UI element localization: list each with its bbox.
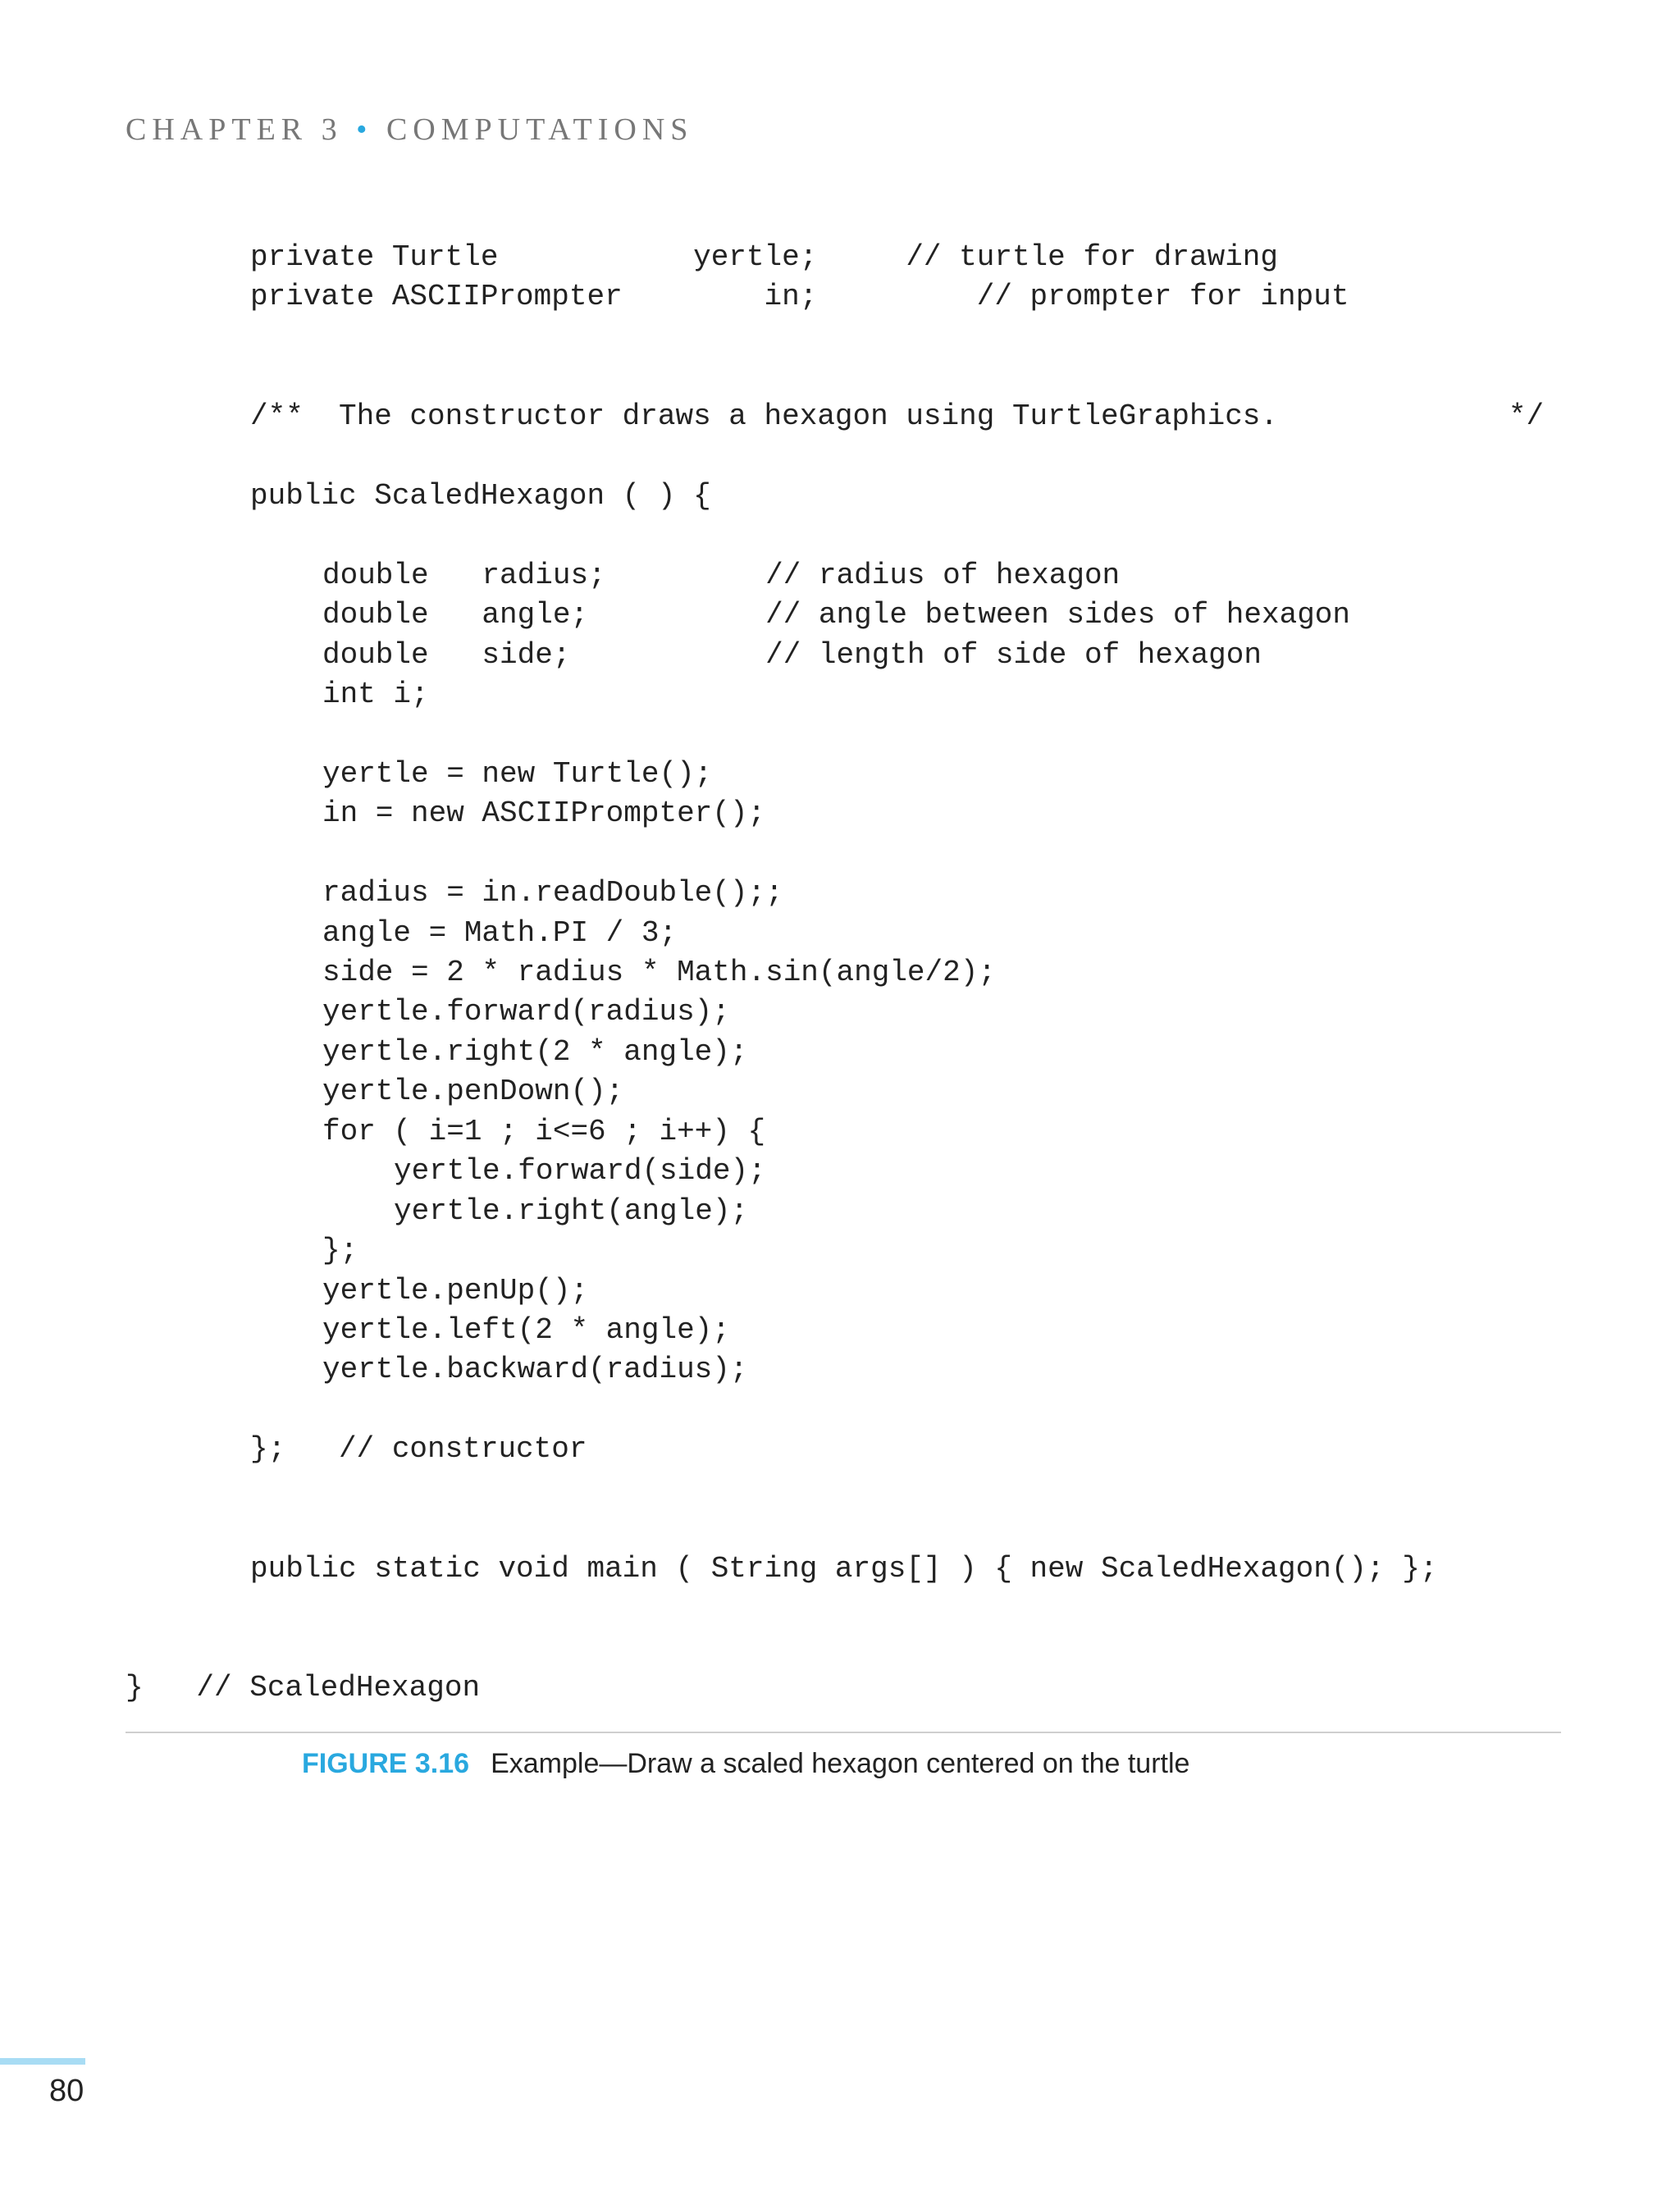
code-line: yertle.left(2 * angle); — [322, 1313, 730, 1347]
code-line: private Turtle yertle; // turtle for drawing — [250, 240, 1279, 274]
code-line: yertle.right(angle); — [394, 1194, 749, 1228]
page-number-tab — [0, 2058, 85, 2065]
code-line: yertle.backward(radius); — [322, 1353, 748, 1386]
code-line: for ( i=1 ; i<=6 ; i++) { — [322, 1115, 766, 1148]
caption-divider — [126, 1732, 1561, 1733]
code-line: double radius; // radius of hexagon — [322, 559, 1121, 592]
code-line: side = 2 * radius * Math.sin(angle/2); — [322, 956, 996, 989]
figure-label: FIGURE 3.16 — [302, 1748, 470, 1779]
running-head — [126, 112, 693, 148]
header-separator: • — [356, 112, 373, 147]
code-line: in = new ASCIIPrompter(); — [322, 796, 766, 830]
code-line: } // ScaledHexagon — [126, 1671, 481, 1705]
code-line: public ScaledHexagon ( ) { — [250, 479, 711, 513]
code-line: /** The constructor draws a hexagon using TurtleGraphics. */ — [250, 399, 1545, 433]
code-line: yertle.penUp(); — [322, 1274, 589, 1308]
chapter-label: CHAPTER 3 — [126, 112, 343, 147]
code-line: yertle.penDown(); — [322, 1075, 624, 1108]
code-line: double angle; // angle between sides of hexagon — [322, 598, 1351, 632]
code-line: yertle.forward(radius); — [322, 995, 730, 1029]
code-line: radius = in.readDouble();; — [322, 876, 783, 910]
code-line: }; — [322, 1234, 358, 1267]
code-line: angle = Math.PI / 3; — [322, 916, 678, 950]
code-line: private ASCIIPrompter in; // prompter for input — [250, 280, 1349, 313]
code-line: yertle.forward(side); — [394, 1154, 766, 1188]
code-line: }; // constructor — [250, 1432, 587, 1466]
figure-caption — [302, 1748, 1189, 1780]
code-line: yertle.right(2 * angle); — [322, 1035, 748, 1069]
page-number: 80 — [49, 2074, 84, 2108]
code-line: int i; — [322, 678, 429, 711]
code-line: public static void main ( String args[] ) { new ScaledHexagon(); }; — [250, 1552, 1438, 1586]
section-label: COMPUTATIONS — [386, 112, 694, 147]
code-line: yertle = new Turtle(); — [322, 757, 713, 791]
code-line: double side; // length of side of hexagon — [322, 638, 1262, 672]
figure-caption-text: Example—Draw a scaled hexagon centered on the turtle — [491, 1748, 1190, 1779]
